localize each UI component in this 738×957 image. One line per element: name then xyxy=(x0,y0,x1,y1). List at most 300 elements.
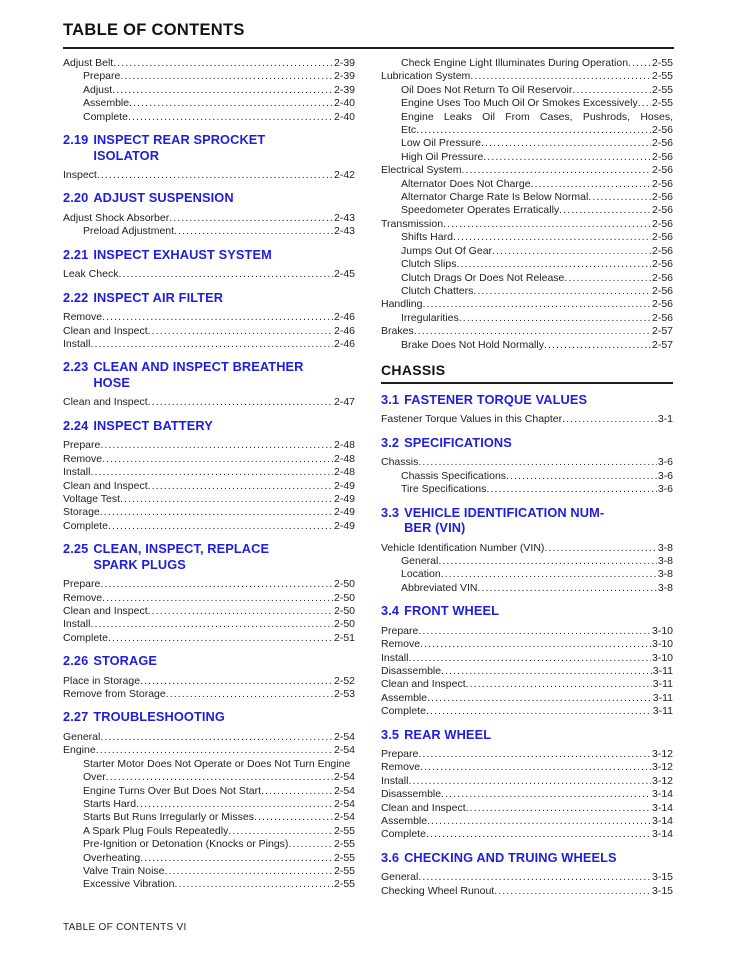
dot-leader xyxy=(118,268,333,281)
dot-leader xyxy=(638,97,651,110)
page-number: 2-49 xyxy=(333,519,355,532)
dot-leader xyxy=(441,568,657,581)
entry-text: Install xyxy=(63,337,91,350)
entry-text: Prepare xyxy=(83,70,121,83)
page-number: 2-55 xyxy=(333,838,355,851)
toc-entry xyxy=(63,311,355,324)
toc-entry xyxy=(63,506,355,519)
toc-entry xyxy=(381,871,673,884)
page-number: 2-39 xyxy=(333,70,355,83)
section-title: FASTENER TORQUE VALUES xyxy=(404,391,588,407)
page-number: 3-10 xyxy=(651,651,673,664)
toc-entry xyxy=(63,865,355,878)
dot-leader xyxy=(90,338,333,351)
page-number: 2-40 xyxy=(333,97,355,110)
page-number: 3-1 xyxy=(657,413,673,426)
section-title: CHECKING AND TRUING WHEELS xyxy=(404,849,617,865)
dot-leader xyxy=(420,761,651,774)
entry-text: Valve Train Noise xyxy=(83,865,165,878)
entry-text: Complete xyxy=(83,110,128,123)
toc-entry xyxy=(381,638,673,651)
toc-entry xyxy=(381,204,673,217)
entry-text: Alternator Charge Rate Is Below Normal xyxy=(401,191,589,204)
page-number: 2-49 xyxy=(333,506,355,519)
page-number: 2-56 xyxy=(651,177,673,190)
page-number: 2-46 xyxy=(333,324,355,337)
toc-entry xyxy=(381,761,673,774)
section-heading xyxy=(381,435,673,451)
toc-entry xyxy=(381,111,673,124)
page-number: 3-6 xyxy=(657,456,673,469)
entry-text: Clean and Inspect xyxy=(381,678,466,691)
dot-leader xyxy=(97,169,333,182)
entry-text: Storage xyxy=(63,506,100,519)
section-number: 2.21 xyxy=(63,246,89,262)
entry-text: Complete xyxy=(381,828,426,841)
toc-entry xyxy=(381,164,673,177)
page-number: 3-14 xyxy=(651,801,673,814)
section-number: 2.20 xyxy=(63,190,89,206)
entry-text: Etc xyxy=(401,124,417,137)
toc-entry xyxy=(63,811,355,824)
dot-leader xyxy=(477,582,656,595)
toc-entry xyxy=(63,212,355,225)
page-title: TABLE OF CONTENTS xyxy=(63,21,245,39)
dot-leader xyxy=(261,785,333,798)
dot-leader xyxy=(531,178,651,191)
entry-text: Excessive Vibration xyxy=(83,878,175,891)
entry-text: Oil Does Not Return To Oil Reservoir xyxy=(401,83,573,96)
toc-entry xyxy=(63,675,355,688)
entry-text: Location xyxy=(401,568,441,581)
page-number: 2-55 xyxy=(651,70,673,83)
entry-text: Alternator Does Not Charge xyxy=(401,177,531,190)
toc-entry xyxy=(63,758,355,771)
page-number: 2-48 xyxy=(333,439,355,452)
entry-text: Adjust Shock Absorber xyxy=(63,211,170,224)
page-number: 2-50 xyxy=(333,578,355,591)
section-heading xyxy=(63,290,355,306)
page-number: 3-11 xyxy=(652,664,673,677)
section-title: INSPECT BATTERY xyxy=(93,417,213,433)
dot-leader xyxy=(90,466,333,479)
dot-leader xyxy=(165,865,333,878)
dot-leader xyxy=(438,555,656,568)
toc-entry xyxy=(381,665,673,678)
dot-leader xyxy=(466,802,651,815)
page-number: 2-47 xyxy=(333,396,355,409)
toc-entry xyxy=(63,744,355,757)
entry-text: Clutch Chatters xyxy=(401,284,474,297)
entry-text: Voltage Test xyxy=(63,492,121,505)
entry-text: Starts But Runs Irregularly or Misses xyxy=(83,811,254,824)
entry-text: General xyxy=(63,730,101,743)
section-number: 3.2 xyxy=(381,434,400,450)
page-number: 2-40 xyxy=(333,110,355,123)
page-number: 3-11 xyxy=(652,691,673,704)
toc-entry xyxy=(381,885,673,898)
dot-leader xyxy=(148,396,333,409)
section-title: INSPECT REAR SPROCKET ISOLATOR xyxy=(93,132,266,163)
page-number: 3-15 xyxy=(651,884,673,897)
page-number: 2-55 xyxy=(333,824,355,837)
entry-text: Remove xyxy=(63,591,103,604)
page-number: 2-39 xyxy=(333,83,355,96)
dot-leader xyxy=(166,688,333,701)
dot-leader xyxy=(506,470,657,483)
toc-entry xyxy=(63,97,355,110)
entry-text: A Spark Plug Fouls Repeatedly xyxy=(83,824,229,837)
entry-text: Prepare xyxy=(63,439,101,452)
dot-leader xyxy=(418,456,656,469)
entry-text: Engine xyxy=(63,744,96,757)
section-heading xyxy=(63,247,355,263)
entry-text: Check Engine Light Illuminates During Operation xyxy=(401,57,629,69)
toc-entry xyxy=(381,70,673,83)
toc-entry xyxy=(63,111,355,124)
page-number: 2-56 xyxy=(651,150,673,163)
entry-text: Starter Motor Does Not Operate or Does Not Turn Engine xyxy=(83,757,351,770)
toc-entry xyxy=(63,396,355,409)
page-number: 2-56 xyxy=(651,204,673,217)
dot-leader xyxy=(427,815,651,828)
entry-text: Shifts Hard xyxy=(401,231,453,244)
toc-entry xyxy=(381,692,673,705)
page-number: 2-54 xyxy=(333,730,355,743)
dot-leader xyxy=(100,578,333,591)
entry-text: Clean and Inspect xyxy=(63,396,148,409)
entry-text: Irregularities xyxy=(401,311,459,324)
page-number: 2-49 xyxy=(333,479,355,492)
entry-text: Brakes xyxy=(381,325,414,338)
section-title: CLEAN, INSPECT, REPLACE SPARK PLUGS xyxy=(93,541,270,572)
toc-entry xyxy=(381,748,673,761)
entry-text: Handling xyxy=(381,298,423,311)
dot-leader xyxy=(628,57,651,70)
entry-text: Low Oil Pressure xyxy=(401,137,481,150)
page-number: 2-57 xyxy=(651,338,673,351)
entry-text: Abbreviated VIN xyxy=(401,581,478,594)
page-number: 2-56 xyxy=(651,137,673,150)
dot-leader xyxy=(108,520,333,533)
toc-entry xyxy=(63,825,355,838)
page-number: 3-6 xyxy=(657,483,673,496)
entry-text: Disassemble xyxy=(381,788,442,801)
toc-entry xyxy=(381,97,673,110)
toc-entry xyxy=(381,137,673,150)
section-heading xyxy=(63,709,355,725)
page-number: 3-10 xyxy=(651,638,673,651)
entry-text: Clean and Inspect xyxy=(381,801,466,814)
entry-text: Electrical System xyxy=(381,164,462,177)
toc-entry xyxy=(63,852,355,865)
toc-entry xyxy=(381,325,673,338)
page-number: 2-50 xyxy=(333,604,355,617)
entry-text: Brake Does Not Hold Normally xyxy=(401,338,544,351)
entry-text: Speedometer Operates Erratically xyxy=(401,204,560,217)
dot-leader xyxy=(572,84,651,97)
section-title: STORAGE xyxy=(93,653,158,669)
section-number: 2.24 xyxy=(63,417,89,433)
toc-entry xyxy=(63,731,355,744)
entry-text: Adjust Belt xyxy=(63,57,114,69)
entry-text: Install xyxy=(381,651,409,664)
page-number: 3-15 xyxy=(651,871,673,884)
toc-column-right xyxy=(381,57,673,898)
page-number: 3-8 xyxy=(657,541,673,554)
dot-leader xyxy=(483,151,651,164)
page-number: 2-53 xyxy=(333,688,355,701)
dot-leader xyxy=(136,798,333,811)
toc-entry xyxy=(381,456,673,469)
entry-text: Jumps Out Of Gear xyxy=(401,244,493,257)
entry-text: Install xyxy=(63,466,91,479)
section-heading xyxy=(63,132,355,163)
dot-leader xyxy=(140,852,333,865)
section-number: 3.6 xyxy=(381,849,400,865)
dot-leader xyxy=(414,325,651,338)
toc-entry xyxy=(381,828,673,841)
section-heading xyxy=(381,727,673,743)
toc-entry xyxy=(63,480,355,493)
page-number: 2-55 xyxy=(333,851,355,864)
section-title: INSPECT EXHAUST SYSTEM xyxy=(93,246,272,262)
toc-entry xyxy=(381,124,673,137)
section-number: 3.4 xyxy=(381,603,400,619)
dot-leader xyxy=(102,453,333,466)
toc-entry xyxy=(63,785,355,798)
page-number: 2-56 xyxy=(651,244,673,257)
page-number: 3-10 xyxy=(651,624,673,637)
dot-leader xyxy=(174,878,333,891)
page-number: 2-57 xyxy=(651,325,673,338)
page-number: 3-14 xyxy=(651,828,673,841)
entry-text: Place in Storage xyxy=(63,674,141,687)
section-heading xyxy=(381,392,673,408)
title-rule xyxy=(63,47,674,49)
dot-leader xyxy=(453,231,651,244)
toc-entry xyxy=(381,652,673,665)
dot-leader xyxy=(492,245,651,258)
entry-text: Overheating xyxy=(83,851,141,864)
entry-text: Clean and Inspect xyxy=(63,479,148,492)
toc-entry xyxy=(381,815,673,828)
page-number: 2-50 xyxy=(333,618,355,631)
page-number: 2-56 xyxy=(651,217,673,230)
entry-text: Clean and Inspect xyxy=(63,324,148,337)
toc-entry xyxy=(381,625,673,638)
page-number: 2-55 xyxy=(333,865,355,878)
toc-entry xyxy=(63,439,355,452)
entry-text: Complete xyxy=(381,705,426,718)
entry-text: Assemble xyxy=(83,97,130,110)
section-number: 2.22 xyxy=(63,289,89,305)
page-number: 3-11 xyxy=(652,678,673,691)
toc-entry xyxy=(381,151,673,164)
dot-leader xyxy=(418,625,651,638)
toc-entry xyxy=(63,618,355,631)
dot-leader xyxy=(174,225,333,238)
page-number: 2-55 xyxy=(651,97,673,110)
entry-text: Clutch Slips xyxy=(401,258,457,271)
dot-leader xyxy=(288,838,333,851)
toc-entry xyxy=(381,231,673,244)
toc-entry xyxy=(381,258,673,271)
dot-leader xyxy=(128,111,333,124)
dot-leader xyxy=(106,771,333,784)
entry-text: Lubrication System xyxy=(381,70,471,83)
dot-leader xyxy=(416,124,651,137)
page-number: 2-54 xyxy=(333,811,355,824)
toc-entry xyxy=(63,453,355,466)
entry-text: General xyxy=(381,871,419,884)
toc-entry xyxy=(381,84,673,97)
dot-leader xyxy=(102,592,333,605)
toc-entry xyxy=(63,338,355,351)
toc-entry xyxy=(381,555,673,568)
dot-leader xyxy=(418,871,651,884)
entry-text: Adjust xyxy=(83,83,113,96)
entry-text: Remove from Storage xyxy=(63,688,166,701)
toc-entry xyxy=(63,325,355,338)
dot-leader xyxy=(112,84,333,97)
toc-entry xyxy=(63,169,355,182)
entry-text: Complete xyxy=(63,631,108,644)
dot-leader xyxy=(544,339,651,352)
entry-text: Remove xyxy=(63,452,103,465)
page-number: 2-56 xyxy=(651,311,673,324)
toc-entry xyxy=(381,582,673,595)
page-number: 2-43 xyxy=(333,211,355,224)
dot-leader xyxy=(120,493,333,506)
section-heading xyxy=(63,653,355,669)
dot-leader xyxy=(494,885,651,898)
entry-text: Prepare xyxy=(381,624,419,637)
toc-entry xyxy=(63,225,355,238)
section-title: VEHICLE IDENTIFICATION NUM- BER (VIN) xyxy=(404,504,605,536)
section-number: 2.26 xyxy=(63,653,89,669)
toc-entry xyxy=(381,788,673,801)
entry-text: Assemble xyxy=(381,815,428,828)
entry-text: Install xyxy=(381,774,409,787)
dot-leader xyxy=(140,675,333,688)
page-number: 2-56 xyxy=(651,191,673,204)
page-number: 3-8 xyxy=(657,568,673,581)
dot-leader xyxy=(443,218,651,231)
toc-entry xyxy=(381,705,673,718)
toc-entry xyxy=(381,245,673,258)
entry-text: Over xyxy=(83,771,106,784)
dot-leader xyxy=(100,506,333,519)
section-number: 2.25 xyxy=(63,541,89,557)
dot-leader xyxy=(108,632,333,645)
page-number: 2-54 xyxy=(333,744,355,757)
toc-entry xyxy=(381,568,673,581)
toc-entry xyxy=(381,285,673,298)
section-title: FRONT WHEEL xyxy=(404,603,500,619)
entry-text: Assemble xyxy=(381,691,428,704)
page-number: 2-54 xyxy=(333,798,355,810)
section-heading xyxy=(63,190,355,206)
toc-entry xyxy=(381,542,673,555)
dot-leader xyxy=(100,731,333,744)
entry-text: Chassis Specifications xyxy=(401,469,507,482)
toc-entry xyxy=(381,298,673,311)
dot-leader xyxy=(169,212,333,225)
toc-entry xyxy=(381,802,673,815)
dot-leader xyxy=(129,97,333,110)
page-number: 2-52 xyxy=(333,674,355,687)
toc-entry xyxy=(381,678,673,691)
entry-text: Pre-Ignition or Detonation (Knocks or Pings) xyxy=(83,838,289,851)
page-number: 3-6 xyxy=(657,469,673,482)
entry-text: Starts Hard xyxy=(83,798,137,810)
dot-leader xyxy=(254,811,333,824)
page-number: 3-11 xyxy=(652,705,673,718)
dot-leader xyxy=(481,137,651,150)
toc-entry xyxy=(63,632,355,645)
toc-entry xyxy=(63,605,355,618)
toc-entry xyxy=(381,57,673,70)
dot-leader xyxy=(486,483,656,496)
toc-entry xyxy=(381,413,673,426)
entry-text: Tire Specifications xyxy=(401,483,487,496)
page-number: 3-12 xyxy=(651,748,673,761)
dot-leader xyxy=(559,204,651,217)
page-number: 3-8 xyxy=(657,554,673,567)
toc-entry xyxy=(63,466,355,479)
toc-entry xyxy=(381,470,673,483)
entry-text: Clean and Inspect xyxy=(63,604,148,617)
dot-leader xyxy=(102,311,333,324)
entry-text: Install xyxy=(63,618,91,631)
dot-leader xyxy=(456,258,651,271)
page-number: 2-54 xyxy=(333,771,355,784)
section-heading xyxy=(381,505,673,536)
entry-text: Engine Leaks Oil From Cases, Pushrods, Hoses, xyxy=(401,110,673,123)
page-number: 2-48 xyxy=(333,452,355,465)
dot-leader xyxy=(420,638,651,651)
page-number: 2-49 xyxy=(333,492,355,505)
page-number: 2-56 xyxy=(651,231,673,244)
toc-entry xyxy=(63,70,355,83)
entry-text: High Oil Pressure xyxy=(401,150,484,163)
toc-entry xyxy=(381,178,673,191)
section-title: SPECIFICATIONS xyxy=(404,434,512,450)
entry-text: Clutch Drags Or Does Not Release xyxy=(401,271,565,284)
section-title: REAR WHEEL xyxy=(404,726,492,742)
page-number: 2-56 xyxy=(651,298,673,311)
page-number: 3-14 xyxy=(651,815,673,828)
dot-leader xyxy=(462,164,651,177)
section-heading xyxy=(63,541,355,572)
page-number: 2-46 xyxy=(333,337,355,350)
toc-entry xyxy=(63,798,355,811)
page-number: 2-56 xyxy=(651,124,673,137)
dot-leader xyxy=(113,57,333,70)
entry-text: Disassemble xyxy=(381,664,442,677)
toc-entry xyxy=(63,578,355,591)
page-number: 3-12 xyxy=(651,761,673,774)
entry-text: Prepare xyxy=(381,748,419,761)
page-number: 3-14 xyxy=(651,788,673,801)
dot-leader xyxy=(148,605,333,618)
section-title: CLEAN AND INSPECT BREATHER HOSE xyxy=(93,359,304,390)
page-number: 2-56 xyxy=(651,164,673,177)
page-number: 2-56 xyxy=(651,258,673,271)
dot-leader xyxy=(427,692,652,705)
dot-leader xyxy=(441,665,652,678)
